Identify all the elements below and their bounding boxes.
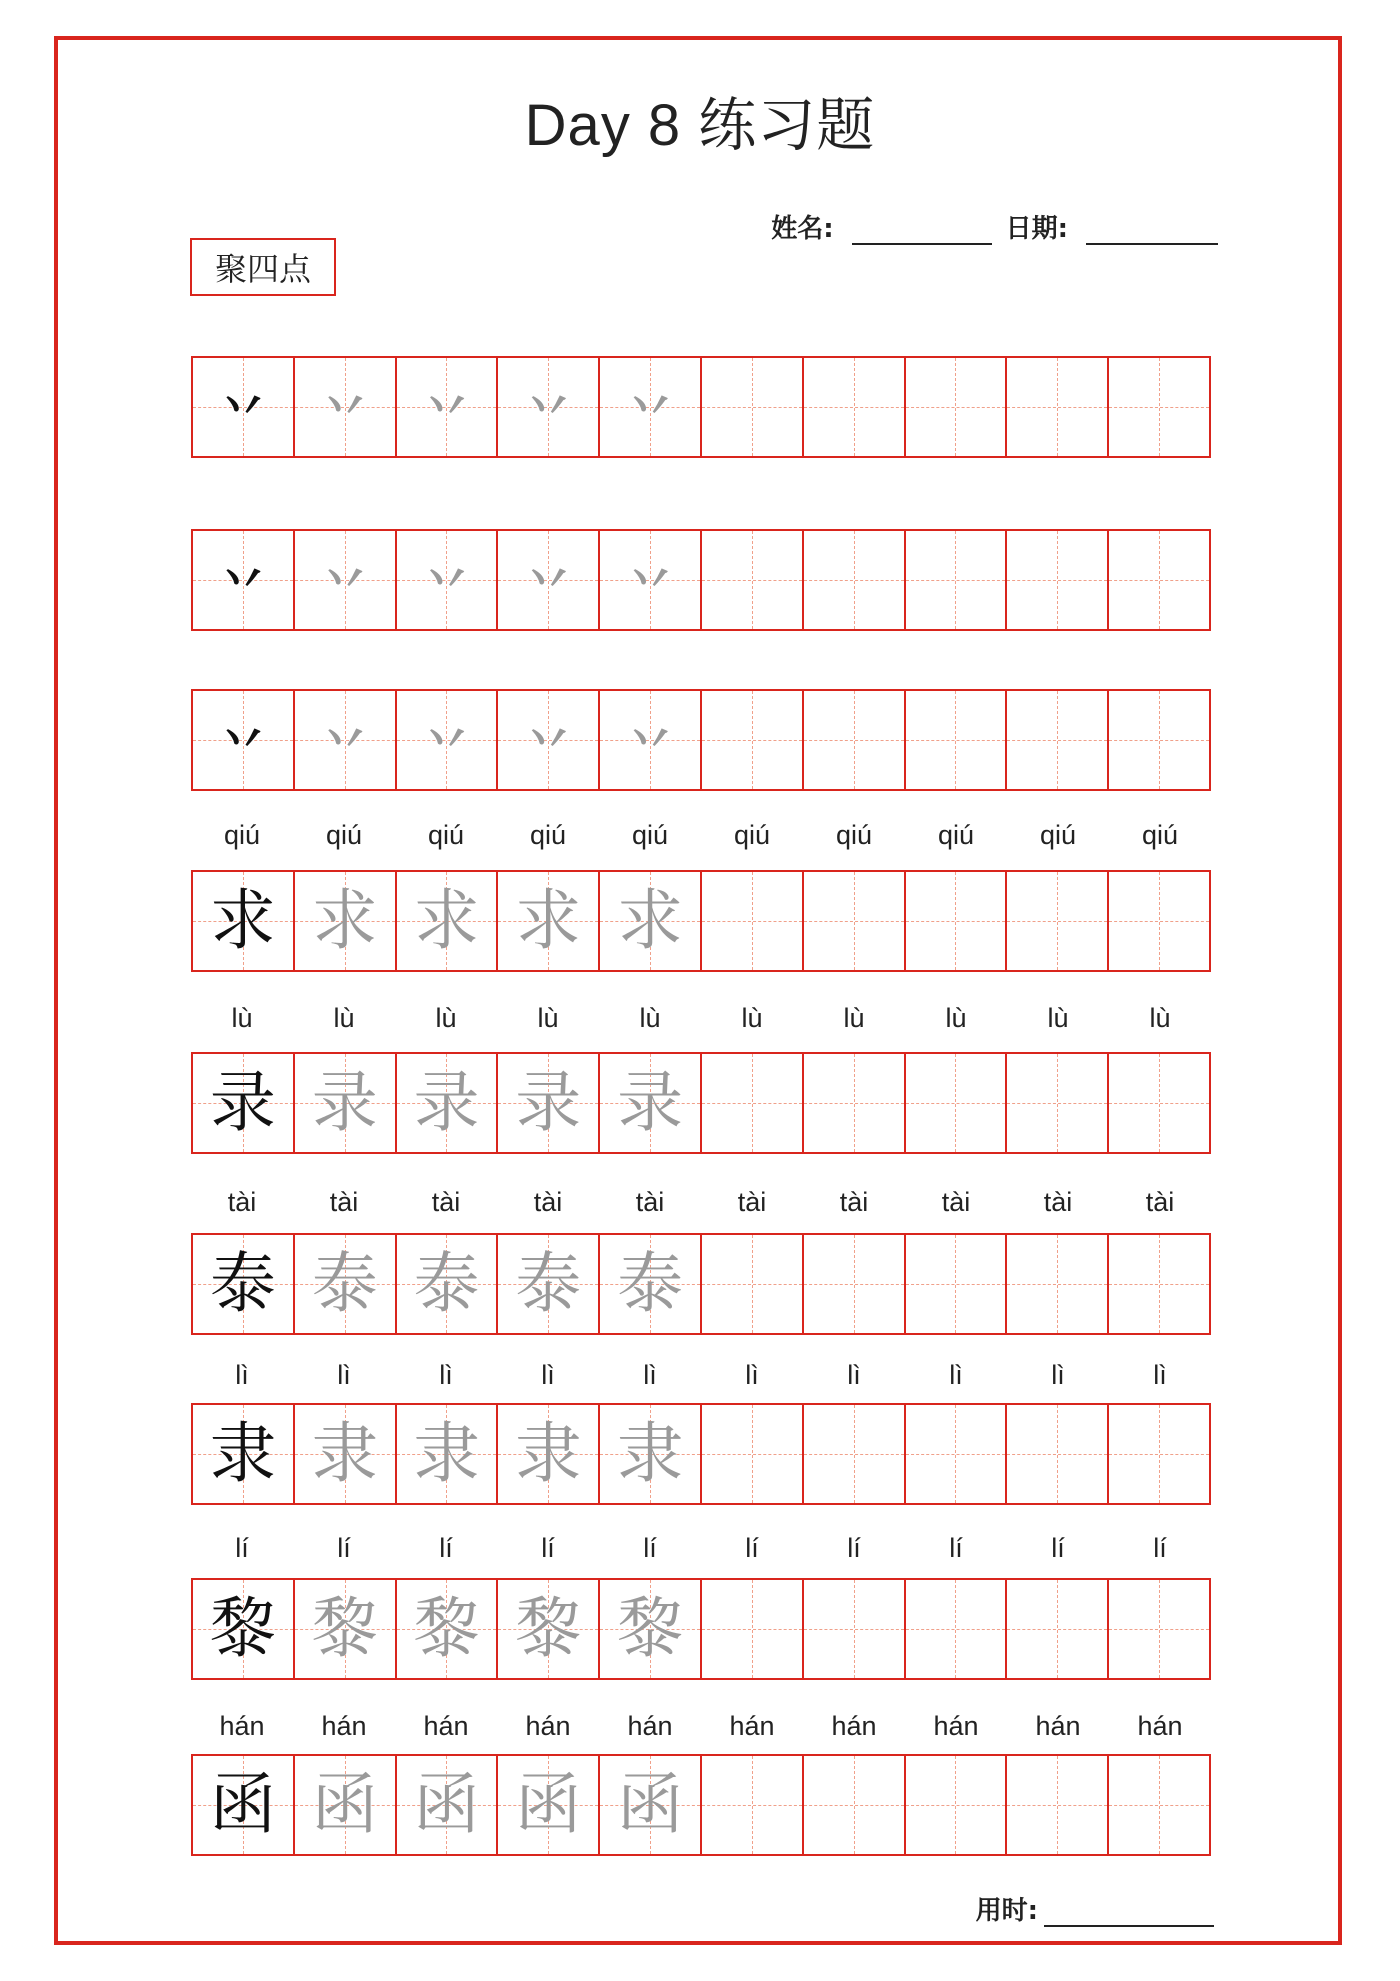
pinyin-label: tài [329, 1187, 359, 1217]
pinyin-label: hán [321, 1711, 367, 1741]
model-character: 黎 [209, 1590, 276, 1667]
pinyin-label: qiú [835, 820, 873, 850]
character-practice-row [191, 1233, 1211, 1335]
pinyin-row [191, 1187, 1211, 1218]
practice-cell[interactable] [193, 872, 295, 970]
pinyin-label: lí [235, 1533, 249, 1563]
pinyin-label: lí [439, 1533, 453, 1563]
practice-cell[interactable] [1109, 531, 1209, 629]
pinyin-label: lí [337, 1533, 351, 1563]
practice-cell[interactable] [600, 1235, 702, 1333]
trace-stroke: 丷 [626, 379, 675, 435]
trace-character: 隶 [515, 1415, 582, 1492]
practice-cell[interactable] [1007, 1580, 1109, 1678]
student-info [771, 208, 1218, 245]
trace-character: 录 [617, 1064, 684, 1141]
practice-cell[interactable] [702, 1580, 804, 1678]
practice-cell[interactable] [906, 358, 1008, 456]
practice-cell[interactable] [804, 1405, 906, 1503]
trace-stroke: 丷 [320, 712, 369, 768]
trace-character: 泰 [515, 1245, 582, 1322]
trace-character: 函 [413, 1766, 480, 1843]
pinyin-row [191, 1003, 1211, 1034]
practice-cell[interactable] [1109, 1580, 1209, 1678]
practice-cell[interactable] [906, 1405, 1008, 1503]
character-practice-row [191, 1578, 1211, 1680]
pinyin-label: tài [533, 1187, 563, 1217]
practice-cell[interactable] [295, 872, 397, 970]
date-field[interactable] [1086, 217, 1218, 245]
practice-cell[interactable] [1109, 872, 1209, 970]
stroke-tag: 聚四点 [190, 238, 336, 296]
practice-cell[interactable] [600, 872, 702, 970]
pinyin-label: lù [639, 1003, 661, 1033]
practice-cell[interactable] [397, 1756, 499, 1854]
pinyin-label: qiú [427, 820, 465, 850]
practice-cell[interactable] [498, 1054, 600, 1152]
pinyin-label: hán [627, 1711, 673, 1741]
pinyin-row [191, 1360, 1211, 1391]
pinyin-label: tài [839, 1187, 869, 1217]
pinyin-label: lí [847, 1533, 861, 1563]
trace-character: 隶 [311, 1415, 378, 1492]
pinyin-label: hán [1137, 1711, 1183, 1741]
pinyin-label: lù [333, 1003, 355, 1033]
practice-cell[interactable] [906, 872, 1008, 970]
practice-cell[interactable] [1007, 1405, 1109, 1503]
name-field[interactable] [852, 217, 992, 245]
practice-cell[interactable] [906, 691, 1008, 789]
practice-cell[interactable] [1007, 1756, 1109, 1854]
pinyin-label: tài [1043, 1187, 1073, 1217]
practice-cell[interactable] [1109, 1405, 1209, 1503]
trace-stroke: 丷 [524, 712, 573, 768]
trace-stroke: 丷 [422, 379, 471, 435]
practice-cell[interactable] [600, 691, 702, 789]
practice-cell[interactable] [397, 1235, 499, 1333]
practice-cell[interactable] [702, 1235, 804, 1333]
pinyin-label: lì [847, 1360, 861, 1390]
model-character: 隶 [209, 1415, 276, 1492]
practice-cell[interactable] [600, 1756, 702, 1854]
practice-cell[interactable] [295, 1756, 397, 1854]
practice-cell[interactable] [600, 531, 702, 629]
practice-cell[interactable] [498, 1580, 600, 1678]
pinyin-label: lù [945, 1003, 967, 1033]
timer-field[interactable] [1044, 1901, 1214, 1927]
timer-label: 用时: [975, 1896, 1038, 1926]
pinyin-label: lì [439, 1360, 453, 1390]
practice-cell[interactable] [498, 531, 600, 629]
pinyin-label: lì [745, 1360, 759, 1390]
pinyin-label: qiú [1141, 820, 1179, 850]
practice-cell[interactable] [804, 1580, 906, 1678]
page-title: Day 8 练习题 [524, 93, 876, 158]
trace-stroke: 丷 [320, 379, 369, 435]
practice-cell[interactable] [702, 1405, 804, 1503]
trace-character: 隶 [617, 1415, 684, 1492]
practice-cell[interactable] [193, 358, 295, 456]
practice-cell[interactable] [702, 872, 804, 970]
trace-character: 求 [515, 882, 582, 959]
trace-character: 函 [515, 1766, 582, 1843]
practice-cell[interactable] [804, 1235, 906, 1333]
pinyin-label: lí [541, 1533, 555, 1563]
model-character: 录 [209, 1064, 276, 1141]
stroke-practice-row [191, 529, 1211, 631]
pinyin-label: lù [741, 1003, 763, 1033]
practice-cell[interactable] [906, 1580, 1008, 1678]
practice-cell[interactable] [600, 1580, 702, 1678]
practice-cell[interactable] [1109, 358, 1209, 456]
practice-cell[interactable] [295, 691, 397, 789]
practice-cell[interactable] [498, 691, 600, 789]
practice-cell[interactable] [702, 1054, 804, 1152]
model-character: 函 [209, 1766, 276, 1843]
pinyin-label: tài [635, 1187, 665, 1217]
trace-character: 函 [311, 1766, 378, 1843]
pinyin-label: lí [949, 1533, 963, 1563]
trace-stroke: 丷 [626, 712, 675, 768]
practice-cell[interactable] [1007, 691, 1109, 789]
trace-stroke: 丷 [422, 712, 471, 768]
trace-character: 求 [311, 882, 378, 959]
practice-cell[interactable] [397, 1054, 499, 1152]
practice-cell[interactable] [804, 1756, 906, 1854]
pinyin-label: lì [949, 1360, 963, 1390]
practice-cell[interactable] [498, 1756, 600, 1854]
practice-cell[interactable] [397, 691, 499, 789]
pinyin-label: hán [525, 1711, 571, 1741]
trace-stroke: 丷 [524, 552, 573, 608]
pinyin-label: qiú [529, 820, 567, 850]
practice-cell[interactable] [1007, 1235, 1109, 1333]
practice-cell[interactable] [1007, 1054, 1109, 1152]
pinyin-label: tài [941, 1187, 971, 1217]
pinyin-label: lù [1149, 1003, 1171, 1033]
trace-character: 求 [413, 882, 480, 959]
practice-cell[interactable] [295, 358, 397, 456]
practice-cell[interactable] [498, 1235, 600, 1333]
pinyin-label: lí [1153, 1533, 1167, 1563]
pinyin-row [191, 820, 1211, 851]
pinyin-label: lù [843, 1003, 865, 1033]
pinyin-label: qiú [937, 820, 975, 850]
pinyin-label: qiú [631, 820, 669, 850]
stroke-practice-row [191, 689, 1211, 791]
model-character: 求 [209, 882, 276, 959]
practice-cell[interactable] [295, 531, 397, 629]
pinyin-label: lì [1153, 1360, 1167, 1390]
practice-cell[interactable] [498, 1405, 600, 1503]
pinyin-label: qiú [223, 820, 261, 850]
stroke-practice-row [191, 356, 1211, 458]
practice-cell[interactable] [906, 1235, 1008, 1333]
character-practice-row [191, 1052, 1211, 1154]
trace-character: 泰 [617, 1245, 684, 1322]
practice-cell[interactable] [702, 358, 804, 456]
practice-cell[interactable] [193, 1405, 295, 1503]
trace-character: 黎 [515, 1590, 582, 1667]
practice-cell[interactable] [397, 872, 499, 970]
character-practice-row [191, 1754, 1211, 1856]
pinyin-label: tài [1145, 1187, 1175, 1217]
practice-cell[interactable] [906, 1054, 1008, 1152]
trace-character: 函 [617, 1766, 684, 1843]
pinyin-label: tài [227, 1187, 257, 1217]
pinyin-label: tài [431, 1187, 461, 1217]
pinyin-label: lí [643, 1533, 657, 1563]
practice-cell[interactable] [702, 691, 804, 789]
practice-cell[interactable] [804, 691, 906, 789]
trace-stroke: 丷 [422, 552, 471, 608]
pinyin-label: qiú [733, 820, 771, 850]
pinyin-label: hán [1035, 1711, 1081, 1741]
pinyin-label: lù [435, 1003, 457, 1033]
pinyin-row [191, 1711, 1211, 1742]
trace-character: 泰 [413, 1245, 480, 1322]
trace-stroke: 丷 [524, 379, 573, 435]
pinyin-label: tài [737, 1187, 767, 1217]
practice-cell[interactable] [600, 358, 702, 456]
date-label: 日期: [1005, 214, 1068, 244]
trace-character: 黎 [617, 1590, 684, 1667]
model-stroke: 丷 [218, 379, 267, 435]
pinyin-label: hán [219, 1711, 265, 1741]
pinyin-label: hán [423, 1711, 469, 1741]
trace-character: 黎 [413, 1590, 480, 1667]
timer [976, 1890, 1214, 1927]
practice-cell[interactable] [906, 531, 1008, 629]
pinyin-label: lì [1051, 1360, 1065, 1390]
trace-character: 录 [515, 1064, 582, 1141]
trace-character: 黎 [311, 1590, 378, 1667]
trace-stroke: 丷 [320, 552, 369, 608]
pinyin-label: hán [729, 1711, 775, 1741]
pinyin-label: lù [537, 1003, 559, 1033]
trace-character: 隶 [413, 1415, 480, 1492]
practice-cell[interactable] [1007, 531, 1109, 629]
practice-cell[interactable] [1109, 691, 1209, 789]
practice-cell[interactable] [397, 1580, 499, 1678]
name-label: 姓名: [771, 214, 834, 244]
practice-cell[interactable] [498, 358, 600, 456]
pinyin-label: hán [831, 1711, 877, 1741]
practice-cell[interactable] [193, 1235, 295, 1333]
practice-cell[interactable] [295, 1235, 397, 1333]
practice-cell[interactable] [1109, 1235, 1209, 1333]
practice-cell[interactable] [804, 1054, 906, 1152]
pinyin-label: qiú [325, 820, 363, 850]
practice-cell[interactable] [600, 1405, 702, 1503]
practice-cell[interactable] [804, 872, 906, 970]
practice-cell[interactable] [702, 531, 804, 629]
pinyin-label: hán [933, 1711, 979, 1741]
practice-cell[interactable] [906, 1756, 1008, 1854]
practice-cell[interactable] [397, 1405, 499, 1503]
practice-cell[interactable] [397, 358, 499, 456]
pinyin-label: lù [231, 1003, 253, 1033]
model-stroke: 丷 [218, 552, 267, 608]
practice-cell[interactable] [1109, 1756, 1209, 1854]
trace-character: 泰 [311, 1245, 378, 1322]
practice-cell[interactable] [193, 691, 295, 789]
pinyin-label: qiú [1039, 820, 1077, 850]
pinyin-row [191, 1533, 1211, 1564]
practice-cell[interactable] [295, 1580, 397, 1678]
trace-character: 录 [413, 1064, 480, 1141]
pinyin-label: lì [643, 1360, 657, 1390]
practice-cell[interactable] [804, 531, 906, 629]
pinyin-label: lí [1051, 1533, 1065, 1563]
practice-cell[interactable] [193, 1580, 295, 1678]
practice-cell[interactable] [804, 358, 906, 456]
pinyin-label: lí [745, 1533, 759, 1563]
trace-character: 录 [311, 1064, 378, 1141]
character-practice-row [191, 1403, 1211, 1505]
practice-cell[interactable] [193, 1054, 295, 1152]
practice-cell[interactable] [1007, 358, 1109, 456]
practice-cell[interactable] [1109, 1054, 1209, 1152]
pinyin-label: lì [337, 1360, 351, 1390]
practice-cell[interactable] [1007, 872, 1109, 970]
pinyin-label: lì [541, 1360, 555, 1390]
practice-cell[interactable] [295, 1054, 397, 1152]
pinyin-label: lì [235, 1360, 249, 1390]
trace-character: 求 [617, 882, 684, 959]
practice-cell[interactable] [397, 531, 499, 629]
pinyin-label: lù [1047, 1003, 1069, 1033]
practice-cell[interactable] [193, 1756, 295, 1854]
practice-cell[interactable] [600, 1054, 702, 1152]
trace-stroke: 丷 [626, 552, 675, 608]
model-stroke: 丷 [218, 712, 267, 768]
practice-cell[interactable] [193, 531, 295, 629]
model-character: 泰 [209, 1245, 276, 1322]
practice-cell[interactable] [498, 872, 600, 970]
character-practice-row [191, 870, 1211, 972]
practice-cell[interactable] [295, 1405, 397, 1503]
practice-cell[interactable] [702, 1756, 804, 1854]
